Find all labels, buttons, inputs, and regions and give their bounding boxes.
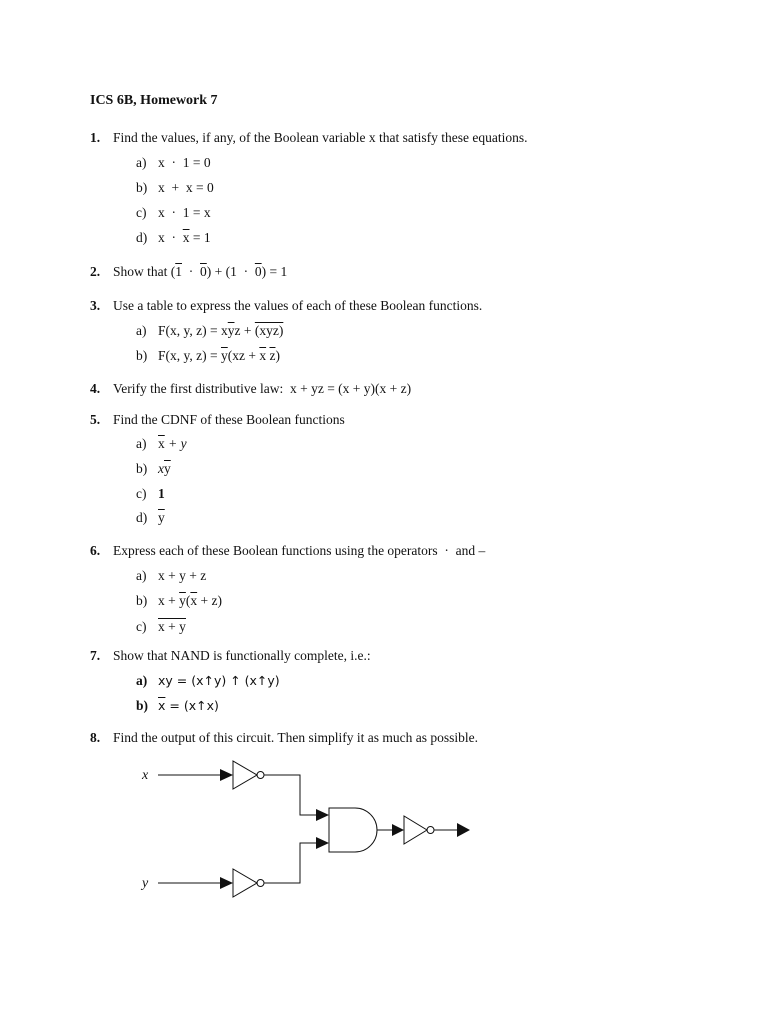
arrow-and-top xyxy=(316,809,329,821)
expr-inner-bar: y xyxy=(179,619,186,634)
expr-bar: $\overline{y}$ xyxy=(158,510,165,525)
bar-2: 0 xyxy=(200,264,207,279)
item-label: b) xyxy=(136,348,148,363)
q3-item-b xyxy=(136,348,280,364)
arrow-y xyxy=(220,877,233,889)
expr-bar: $\overline{x}$ xyxy=(158,698,166,713)
item-expr: x · 1 = 0 xyxy=(158,155,211,170)
and-gate xyxy=(329,808,377,852)
text-pre: Show that ( xyxy=(113,264,176,279)
item-label: c) xyxy=(136,619,147,634)
wire-y-to-and xyxy=(264,843,318,883)
item-label: c) xyxy=(136,486,147,501)
input-label-x: x xyxy=(142,768,149,783)
text-mid-1: · xyxy=(182,264,200,279)
question-number: 7. xyxy=(90,648,101,663)
expr-bar-1: $\overline{y}$ xyxy=(179,593,186,608)
question-text: Show that NAND is functionally complete, i.e.: xyxy=(113,648,371,663)
item-label: b) xyxy=(136,180,148,195)
expr-part-4: ) xyxy=(275,348,280,363)
expr-bar-outer xyxy=(158,619,186,634)
expr-part-3: + z) xyxy=(197,593,222,608)
question-number: 6. xyxy=(90,543,101,558)
q1-item-a xyxy=(136,155,211,171)
item-expr-post: = 1 xyxy=(189,230,211,245)
expr-part-2: (xz + xyxy=(227,348,260,363)
q6-item-b xyxy=(136,593,222,609)
expr-part-1: F(x, y, z) = xyxy=(158,348,221,363)
q3-item-a xyxy=(136,323,283,339)
question-number: 4. xyxy=(90,381,101,396)
item-label: a) xyxy=(136,323,147,338)
question-text: Express each of these Boolean functions using the operators · and – xyxy=(113,543,486,558)
arrow-output xyxy=(457,823,470,837)
item-expr-pre: x · xyxy=(158,230,183,245)
question-number: 3. xyxy=(90,298,101,313)
q1-item-b xyxy=(136,180,214,196)
not-gate-y xyxy=(233,869,257,897)
question-number: 8. xyxy=(90,730,101,745)
item-label: b) xyxy=(136,698,149,713)
arrow-x xyxy=(220,769,233,781)
item-label: a) xyxy=(136,673,148,688)
q7-item-a xyxy=(136,673,280,689)
not-gate-output xyxy=(404,816,427,844)
question-text xyxy=(113,264,287,280)
question-text: Find the output of this circuit. Then simplify it as much as possible. xyxy=(113,730,478,745)
expr-bar-2: $\overline{x}$ xyxy=(259,348,267,363)
q5-item-d xyxy=(136,510,165,526)
item-expr: xy = (x↑y) ↑ (x↑y) xyxy=(158,673,280,688)
item-expr: x + y + z xyxy=(158,568,207,583)
q1-item-d xyxy=(136,230,211,246)
q5-item-b xyxy=(136,461,171,477)
question-text: Verify the first distributive law: x + yz = (x + y)(x + z) xyxy=(113,381,412,396)
input-label-y: y xyxy=(142,876,149,891)
expr-bar: $\overline{x}$ xyxy=(158,436,165,451)
question-text: Find the values, if any, of the Boolean variable x that satisfy these equations. xyxy=(113,130,528,145)
expr-bar-1: $\overline{y}$ xyxy=(220,348,228,363)
not-gate-y-bubble xyxy=(257,880,264,887)
expr-part-1: F(x, y, z) = x xyxy=(158,323,228,338)
expr-bar-2: (xyz) xyxy=(254,323,284,338)
expr-post: + y xyxy=(164,436,187,451)
expr-bar-3: $\overline{z}$ xyxy=(269,348,276,363)
question-text: Use a table to express the values of each of these Boolean functions. xyxy=(113,298,483,313)
text-mid-2: ) + (1 · xyxy=(206,264,255,279)
q6-item-c xyxy=(136,618,186,635)
item-label: c) xyxy=(136,205,147,220)
q1-item-c xyxy=(136,205,211,221)
q5-item-c xyxy=(136,486,165,502)
question-text: Find the CDNF of these Boolean functions xyxy=(113,412,345,427)
q6-item-a xyxy=(136,568,206,584)
arrow-not-output xyxy=(392,824,404,836)
item-label: d) xyxy=(136,230,148,245)
expr-bar-1: $\overline{y}$ xyxy=(227,323,235,338)
not-gate-output-bubble xyxy=(427,827,434,834)
expr-constant: 1 xyxy=(158,486,165,501)
arrow-and-bottom xyxy=(316,837,329,849)
q7-item-b xyxy=(136,698,219,714)
expr-bar: $\overline{y}$ xyxy=(164,461,171,476)
expr-pre: x xyxy=(158,461,164,476)
text-post: ) = 1 xyxy=(261,264,288,279)
expr-post: = (x↑x) xyxy=(165,698,219,713)
expr-part-1: x + xyxy=(158,593,180,608)
expr-outer-text: x + xyxy=(158,619,180,634)
item-label: a) xyxy=(136,568,147,583)
page-title: ICS 6B, Homework 7 xyxy=(90,93,218,108)
question-number: 1. xyxy=(90,130,101,145)
item-label: d) xyxy=(136,510,148,525)
expr-bar-2: $\overline{x}$ xyxy=(190,593,198,608)
item-expr-bar: $\overline{x}$ xyxy=(182,230,190,245)
question-number: 2. xyxy=(90,264,101,279)
item-expr: x + x = 0 xyxy=(158,180,214,195)
wire-x-to-and xyxy=(264,775,318,815)
item-expr: x · 1 = x xyxy=(158,205,211,220)
question-number: 5. xyxy=(90,412,101,427)
expr-part-2: z + xyxy=(234,323,255,338)
item-label: b) xyxy=(136,593,148,608)
expr-part-2: ( xyxy=(185,593,191,608)
q5-item-a xyxy=(136,436,187,452)
item-label: a) xyxy=(136,436,147,451)
item-label: a) xyxy=(136,155,147,170)
bar-3: 0 xyxy=(254,264,262,279)
not-gate-x xyxy=(233,761,257,789)
item-label: b) xyxy=(136,461,148,476)
bar-1: 1 xyxy=(175,264,182,279)
not-gate-x-bubble xyxy=(257,772,264,779)
